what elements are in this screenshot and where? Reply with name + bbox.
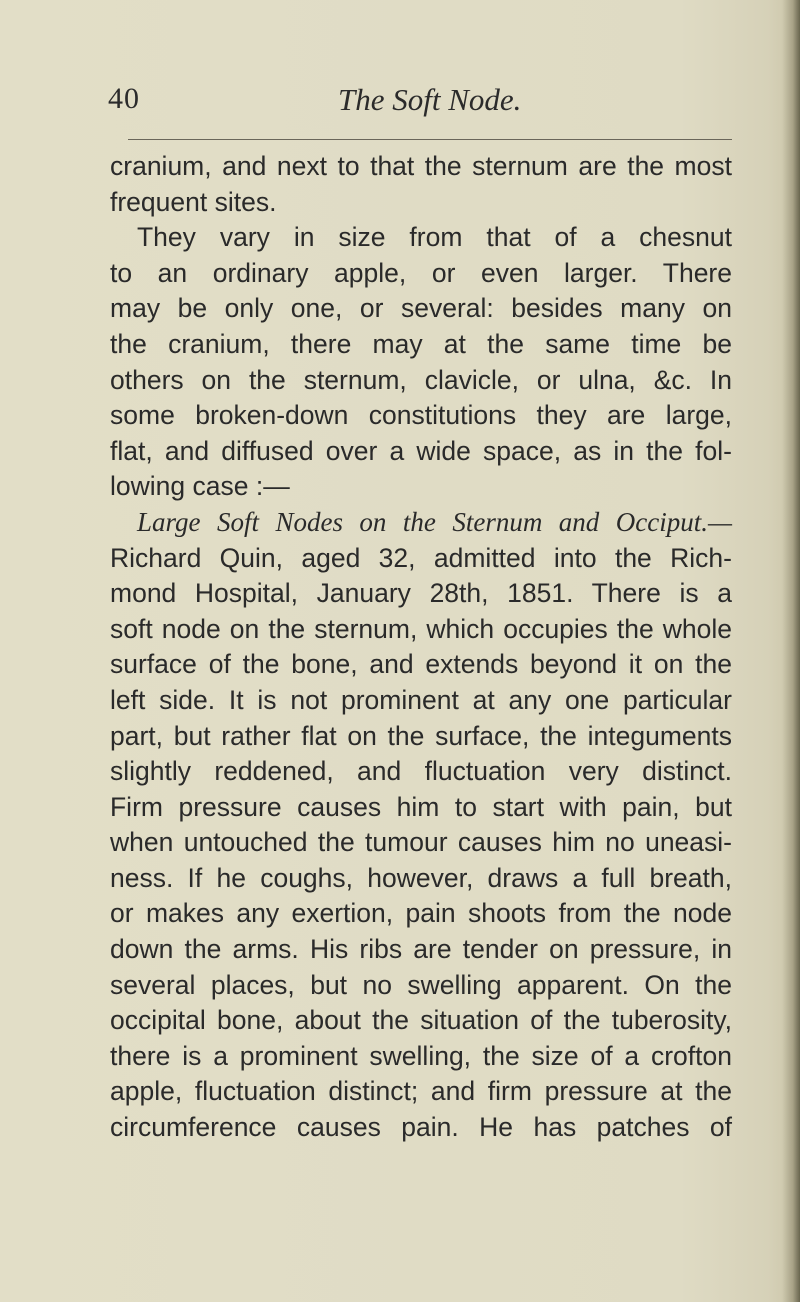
text-line: or makes any exertion, pain shoots from the node: [110, 898, 732, 929]
text-line: apple, fluctuation distinct; and firm pressure at the: [110, 1076, 732, 1107]
text-line: the cranium, there may at the same time be: [110, 328, 732, 359]
text-line: down the arms. His ribs are tender on pressure, in: [110, 934, 732, 965]
text-line: there is a prominent swelling, the size of a crofton: [110, 1040, 732, 1071]
text-line: cranium, and next to that the sternum are the most: [110, 151, 732, 181]
text-line: to an ordinary apple, or even larger. There: [110, 257, 732, 288]
header-rule: [128, 139, 732, 140]
text-line: Richard Quin, aged 32, admitted into the Rich-: [110, 542, 732, 573]
text-line: left side. It is not prominent at any one particular: [110, 684, 732, 715]
text-line: surface of the bone, and extends beyond it on the: [110, 649, 732, 680]
text-line: some broken-down constitutions they are large,: [110, 400, 732, 431]
text-line: circumference causes pain. He has patches of: [110, 1112, 732, 1143]
text-line: occipital bone, about the situation of the tuberosity,: [110, 1005, 732, 1036]
text-line: slightly reddened, and fluctuation very distinct.: [110, 756, 732, 787]
text-line: others on the sternum, clavicle, or ulna, &c. In: [110, 364, 732, 395]
running-title: The Soft Node.: [338, 82, 522, 117]
text-line: may be only one, or several: besides many on: [110, 293, 732, 324]
body-text: [110, 149, 732, 1146]
text-line: flat, and diffused over a wide space, as in the fol-: [110, 435, 732, 466]
text-line: when untouched the tumour causes him no uneasi-: [110, 827, 732, 858]
page-header: [108, 82, 728, 132]
text-line: Firm pressure causes him to start with pain, but: [110, 791, 732, 822]
text-line: several places, but no swelling apparent. On the: [110, 969, 732, 1000]
text-line: ness. If he coughs, however, draws a full breath,: [110, 862, 732, 893]
case-heading: Large Soft Nodes on the Sternum and Occiput.—: [137, 506, 732, 537]
page-number: 40: [108, 82, 140, 115]
text-line: part, but rather flat on the surface, the integuments: [110, 720, 732, 751]
text-line: soft node on the sternum, which occupies the whole: [110, 613, 732, 644]
text-line: mond Hospital, January 28th, 1851. There is a: [110, 578, 732, 609]
text-line: They vary in size from that of a chesnut: [137, 222, 732, 253]
text-line: lowing case :—: [110, 471, 290, 502]
text-line: frequent sites.: [110, 186, 277, 217]
page-edge-shadow: [782, 0, 800, 1302]
